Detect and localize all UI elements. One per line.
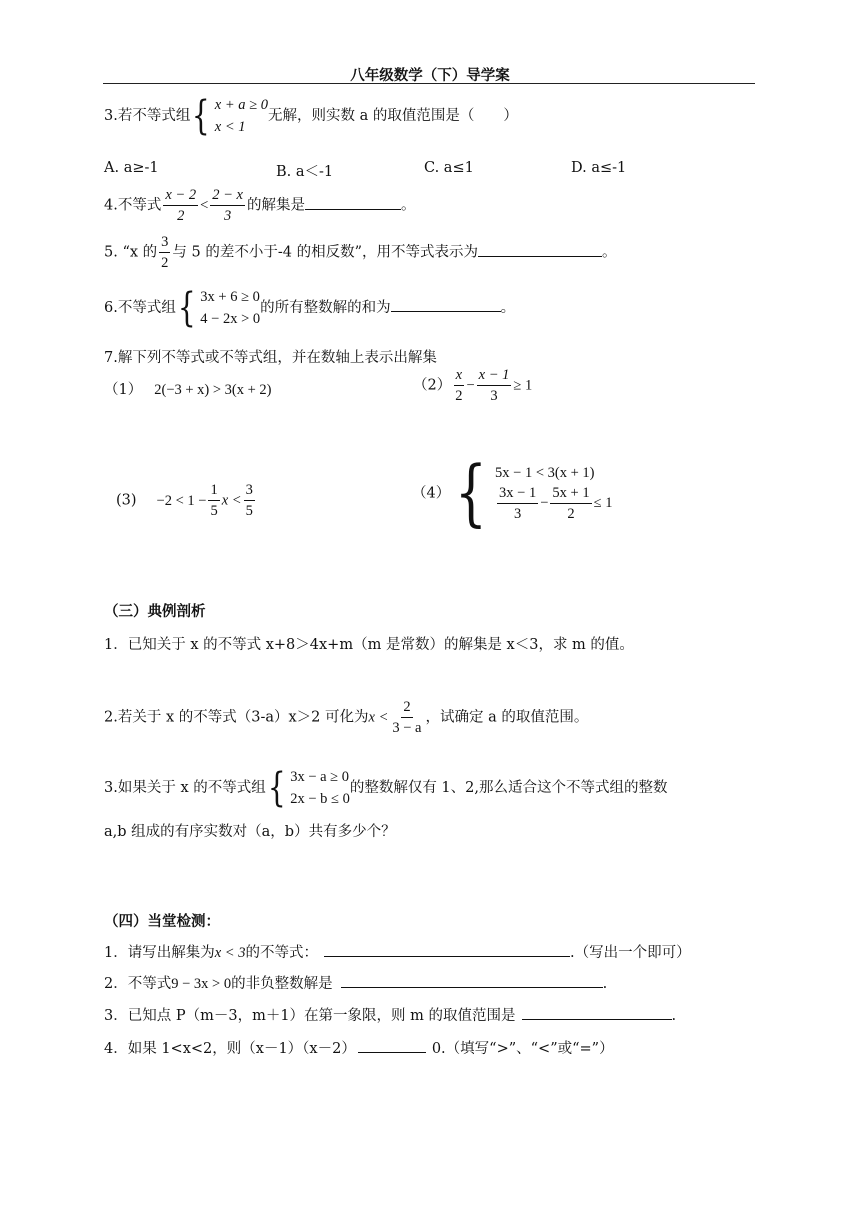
t2-mid: 的非负整数解是: [231, 976, 333, 992]
q7-p3-left: −2 < 1 −: [156, 492, 207, 509]
t1-mid: 的不等式：: [245, 945, 318, 961]
e2-suffix: ，试确定 a 的取值范围。: [425, 709, 589, 726]
q7-p3-num-2: 3: [244, 481, 255, 501]
choice-c: C. a≤1: [424, 160, 474, 176]
q7-p4-den-2: 2: [567, 505, 575, 522]
t2-math: 9 − 3x > 0: [171, 976, 232, 992]
t2-end: .: [602, 976, 608, 992]
section-4-title: （四）当堂检测：: [104, 913, 220, 930]
e3-row1: 3x − a ≥ 0: [290, 769, 350, 785]
t4-prefix: 4．如果 1<x<2，则（x－1）（x－2）: [104, 1041, 356, 1057]
t1-prefix: 1．请写出解集为: [104, 945, 215, 961]
q6-answer-blank[interactable]: [391, 297, 501, 312]
q7-p4-num-1: 3x − 1: [497, 484, 538, 504]
q7-p3-den-1: 5: [210, 503, 218, 519]
q7-p4-row1: 5x − 1 < 3(x + 1): [495, 464, 595, 481]
page-header-title: 八年级数学（下）导学案: [350, 67, 510, 84]
q5-end: 。: [602, 244, 617, 261]
q4-num-1: x − 2: [163, 186, 198, 206]
question-7-title: 7.解下列不等式或不等式组，并在数轴上表示出解集: [104, 350, 437, 366]
q7-p2-label: （2）: [413, 377, 452, 394]
question-4: [104, 186, 416, 225]
q7-part-2: [413, 366, 532, 405]
q4-den-2: 3: [224, 208, 232, 224]
q6-suffix: 的所有整数解的和为: [260, 300, 391, 316]
choice-b: B. a＜-1: [276, 164, 334, 180]
q3-suffix: 无解，则实数 a 的取值范围是（ ）: [267, 108, 518, 124]
q5-suffix: 与 5 的差不小于-4 的相反数”，用不等式表示为: [172, 244, 478, 261]
q7-p2-num-1: x: [454, 366, 464, 386]
q3-row2: x < 1: [214, 119, 246, 135]
q7-p3-num-1: 1: [208, 481, 219, 501]
q4-end: 。: [401, 197, 416, 214]
q5-prefix: 5. “x 的: [104, 244, 158, 261]
q7-p3-mid: x <: [221, 492, 242, 509]
brace-icon: {: [455, 450, 488, 534]
q7-p2-minus: −: [466, 377, 475, 394]
q5-den: 2: [161, 255, 169, 271]
q7-p1-expr: 2(−3 + x) > 3(x + 2): [154, 382, 272, 398]
q7-p2-frac-2: [477, 366, 512, 405]
q6-row1: 3x + 6 ≥ 0: [200, 289, 260, 305]
q4-suffix: 的解集是: [247, 197, 305, 214]
t1-math: x < 3: [214, 945, 246, 961]
t3-prefix: 3．已知点 P（m－3，m＋1）在第一象限，则 m 的取值范围是: [104, 1008, 516, 1024]
t4-suffix: 0.（填写“>”、“<”或“=”）: [431, 1041, 614, 1057]
q7-p4-system: [450, 450, 613, 534]
t2-prefix: 2．不等式: [104, 976, 172, 992]
q7-p3-frac-1: [208, 481, 219, 520]
q7-p4-row2: [495, 484, 612, 523]
q4-op: <: [200, 197, 209, 214]
q5-answer-blank[interactable]: [478, 242, 602, 257]
test-4: [104, 1037, 614, 1058]
brace-icon: {: [267, 765, 286, 811]
q6-row2: 4 − 2x > 0: [200, 311, 261, 327]
e2-frac: [390, 698, 423, 737]
q4-answer-blank[interactable]: [305, 195, 401, 210]
q7-part-1: [104, 378, 272, 399]
header-rule: [103, 83, 755, 84]
q6-prefix: 6.不等式组: [104, 300, 176, 316]
example-3-line-2: a,b 组成的有序实数对（a，b）共有多少个？: [104, 824, 396, 840]
e2-den: 3 − a: [392, 720, 422, 736]
q7-p3-frac-2: [244, 481, 255, 520]
q4-num-2: 2 − x: [210, 186, 245, 206]
q7-p3-den-2: 5: [245, 503, 253, 519]
q4-prefix: 4.不等式: [104, 197, 162, 214]
test-3: [104, 1004, 676, 1025]
e2-lhs: x <: [368, 709, 389, 726]
q4-frac-2: [210, 186, 245, 225]
brace-icon: {: [177, 285, 196, 331]
q7-p4-label: （4）: [412, 485, 451, 502]
e3-suffix: 的整数解仅有 1、2,那么适合这个不等式组的整数: [349, 780, 668, 796]
e2-prefix: 2.若关于 x 的不等式（3-a）x＞2 可化为: [104, 709, 369, 726]
q7-p2-frac-1: [453, 366, 464, 405]
q4-frac-1: [163, 186, 198, 225]
question-3: [104, 94, 518, 138]
q7-p2-rest: ≥ 1: [513, 377, 533, 394]
q3-prefix: 3.若不等式组: [104, 108, 191, 124]
t4-answer-blank[interactable]: [358, 1038, 426, 1053]
choice-a: A. a≥-1: [104, 160, 159, 176]
e3-prefix: 3.如果关于 x 的不等式组: [104, 780, 266, 796]
e3-row2: 2x − b ≤ 0: [290, 791, 350, 807]
t2-answer-blank[interactable]: [341, 973, 603, 988]
choice-d: D. a≤-1: [571, 160, 627, 176]
q7-p2-den-2: 3: [490, 388, 498, 404]
t1-answer-blank[interactable]: [324, 942, 570, 957]
q7-p2-den-1: 2: [455, 388, 463, 404]
test-2: [104, 972, 607, 993]
e2-num: 2: [401, 698, 412, 718]
q7-p4-rest: ≤ 1: [593, 495, 613, 511]
q7-p4-minus: −: [540, 495, 549, 511]
q4-den-1: 2: [177, 208, 185, 224]
q5-frac: [159, 233, 170, 272]
q3-row1: x + a ≥ 0: [214, 97, 268, 113]
q7-p4-num-2: 5x + 1: [550, 484, 591, 504]
t3-end: .: [671, 1008, 677, 1024]
t1-suffix: .（写出一个即可）: [569, 945, 691, 961]
question-6: [104, 286, 515, 330]
q7-p4-den-1: 3: [514, 505, 522, 522]
q5-num: 3: [159, 233, 170, 253]
example-3: [104, 766, 668, 810]
brace-icon: {: [192, 93, 210, 139]
example-2: [104, 698, 588, 737]
q7-p2-num-2: x − 1: [477, 366, 512, 386]
question-5: [104, 233, 617, 272]
q3-system: [190, 94, 268, 138]
q7-part-3: [116, 481, 257, 520]
q7-part-4: [412, 450, 613, 534]
q6-end: 。: [500, 300, 516, 316]
q7-p4-frac-2: [550, 484, 591, 523]
e3-system: [266, 766, 350, 810]
q7-p3-label: (3): [116, 492, 137, 509]
section-3-title: （三）典例剖析: [104, 603, 206, 620]
example-1: 1．已知关于 x 的不等式 x+8＞4x+m（m 是常数）的解集是 x＜3，求 m 的值。: [104, 637, 634, 653]
q7-p4-frac-1: [497, 484, 538, 523]
test-1: [104, 941, 691, 962]
t3-answer-blank[interactable]: [522, 1005, 672, 1020]
q7-p1-label: （1）: [104, 382, 143, 398]
q6-system: [176, 286, 260, 330]
